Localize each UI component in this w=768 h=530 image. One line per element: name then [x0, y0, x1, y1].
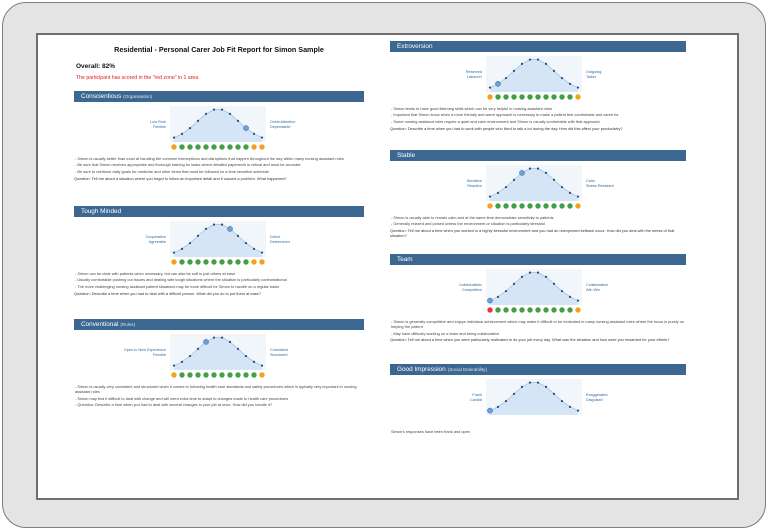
curve-point [577, 409, 579, 411]
band-dot-green [551, 307, 556, 312]
scale-right-text: Determined [270, 240, 290, 244]
scale-right-label [586, 283, 630, 293]
curve-point [545, 386, 547, 388]
band-dot-orange [575, 307, 580, 312]
section-qualifier: (Social Desirability) [447, 367, 487, 372]
section-conscientious [74, 91, 364, 181]
scale-right-text: Talker [586, 75, 597, 79]
section-title: Good Impression [397, 366, 446, 373]
curve-point [505, 400, 507, 402]
band-dot-green [179, 144, 184, 149]
scale-right-text: Stress Resistant [586, 184, 614, 188]
band-dot-orange [251, 259, 256, 264]
curve-point [545, 63, 547, 65]
scale-right-text: Collaborative [586, 283, 609, 287]
curve-point [521, 276, 523, 278]
curve-point [513, 179, 515, 181]
section-title: Conventional [81, 321, 119, 328]
band-dot-green [195, 144, 200, 149]
curve-point [537, 167, 539, 169]
section-stable [390, 150, 686, 239]
curve-point [213, 336, 215, 338]
band-dot-orange [251, 144, 256, 149]
interview-question: Question: Describe a time when you had to work with people who liked to talk a lot during the day. How did this affect your productivity? [390, 125, 623, 131]
bell-curve-chart [390, 267, 686, 317]
scale-left-text: Cooperative [145, 235, 166, 239]
scale-left-text: Sensitive [466, 179, 482, 183]
band-dot-orange [171, 372, 176, 377]
curve-point [253, 133, 255, 135]
curve-point [529, 381, 531, 383]
band-dot-green [543, 94, 548, 99]
band-dot-green [219, 372, 224, 377]
section-tough-minded [74, 206, 364, 296]
curve-point [253, 248, 255, 250]
curve-point [261, 364, 263, 366]
curve-point [221, 108, 223, 110]
interview-question: Question: Describe a time when you had to deal with a difficult person. What did you do to put them at ease? [74, 290, 262, 296]
curve-point [561, 186, 563, 188]
score-marker [519, 170, 524, 175]
section-qualifier: (Organisation) [123, 94, 153, 99]
band-dot-green [187, 372, 192, 377]
band-dot-green [535, 307, 540, 312]
curve-point [181, 248, 183, 250]
bell-curve-svg [74, 332, 364, 382]
bell-curve-svg [390, 54, 686, 104]
report-title: Residential - Personal Carer Job Fit Report for Simon Sample [114, 45, 324, 54]
curve-point [561, 400, 563, 402]
band-dot-green [251, 372, 256, 377]
curve-point [221, 336, 223, 338]
curve-point [513, 393, 515, 395]
curve-point [497, 296, 499, 298]
curve-point [261, 136, 263, 138]
band-dot-green [551, 203, 556, 208]
scale-left-text: Candid [469, 398, 482, 402]
curve-point [497, 406, 499, 408]
feedback-bullet: - Simon may find it difficult to deal with change and will need extra time to adapt to changes made to health care procedures [75, 395, 289, 401]
scale-left-label [122, 348, 166, 358]
band-dot-green [179, 372, 184, 377]
scale-left-text: Low Rule [150, 120, 166, 124]
bell-curve-chart [74, 104, 364, 154]
section-team [390, 254, 686, 343]
curve-point [189, 242, 191, 244]
curve-point [545, 172, 547, 174]
feedback-bullet: - The more challenging nursing assistant patient situations may be more difficult for Simon to handle on a regular basis [75, 284, 280, 290]
scale-right-text: Consistent [270, 348, 288, 352]
curve-point [569, 192, 571, 194]
band-dot-green [187, 144, 192, 149]
band-dot-green [503, 94, 508, 99]
scale-left-text: Reserved [465, 70, 482, 74]
curve-point [505, 290, 507, 292]
band-dot-green [243, 144, 248, 149]
scale-right-text: Structured [270, 353, 288, 357]
band-dot-orange [259, 259, 264, 264]
section-header [390, 150, 686, 161]
curve-point [561, 77, 563, 79]
curve-point [245, 242, 247, 244]
curve-point [553, 283, 555, 285]
section-title: Conscientious [81, 93, 122, 100]
curve-point [569, 406, 571, 408]
band-dot-orange [575, 94, 580, 99]
feedback-bullet: - Some nursing assistant roles require a quiet and calm environment and Simon is usually comfortable with that approach [391, 119, 600, 125]
band-dot-green [503, 203, 508, 208]
band-dot-green [179, 259, 184, 264]
bell-curve-svg [74, 219, 364, 269]
section-header [74, 206, 364, 217]
section-conventional [74, 319, 364, 408]
curve-point [577, 299, 579, 301]
band-dot-green [567, 94, 572, 99]
band-dot-green [235, 259, 240, 264]
feedback-bullet: - Be sure that Simon receives appropriate and thorough training for tasks where detailed paperwork is critical and must be accurate [75, 162, 301, 168]
feedback-bullet: - Simon tends to have good listening skills which can be very helpful in nursing assistant roles [391, 105, 553, 111]
scale-left-text: Open to New Experience [123, 348, 166, 352]
band-dot-green [495, 307, 500, 312]
scale-left-label [438, 70, 482, 80]
score-marker [495, 81, 500, 86]
curve-point [213, 223, 215, 225]
feedback-bullet: Simon's responses have been frank and open [391, 428, 471, 434]
band-dot-green [211, 372, 216, 377]
curve-point [197, 348, 199, 350]
band-dot-green [187, 259, 192, 264]
section-title: Team [397, 256, 413, 263]
curve-point [537, 58, 539, 60]
scale-left-text: Frank [472, 393, 482, 397]
curve-point [553, 179, 555, 181]
bell-curve-chart [390, 54, 686, 104]
scale-left-text: Flexible [152, 125, 166, 129]
feedback-bullet: - May have difficulty working on a team and being collaborative [391, 330, 500, 336]
band-dot-green [559, 94, 564, 99]
scale-right-text: Win Win [586, 288, 601, 292]
curve-point [213, 108, 215, 110]
scale-left-text: Labourer [466, 75, 482, 79]
interview-question: Question: Tell me about a situation where you forgot to follow an important detail and it caused a problem. What happened? [74, 175, 287, 181]
section-extroversion [390, 41, 686, 131]
band-dot-orange [259, 372, 264, 377]
feedback-bullet: - Simon is usually able to remain calm and at the same time demonstrate sensitivity to patients [391, 214, 554, 220]
band-dot-green [235, 144, 240, 149]
band-dot-green [527, 307, 532, 312]
feedback-bullet: - Simon is usually very consistent and structured when it comes to following health care standards and safety procedures which is typically very important in nursing assistant roles [75, 383, 357, 394]
interview-question: Question: Tell me about a time when you were particularly motivated to do your job every day. What was the situation and how were you rewarded for your efforts? [390, 337, 670, 343]
scale-right-label [270, 120, 314, 130]
feedback-bullet: - Important that Simon know when a more friendly and warm approach is necessary to make a patient feel comfortable and cared for [391, 112, 619, 118]
curve-point [205, 228, 207, 230]
band-dot-green [519, 94, 524, 99]
band-dot-green [227, 372, 232, 377]
curve-point [205, 113, 207, 115]
band-dot-green [235, 372, 240, 377]
band-dot-green [543, 203, 548, 208]
scale-left-label [122, 120, 166, 130]
curve-point [537, 271, 539, 273]
band-dot-green [511, 94, 516, 99]
scale-right-text: Calm [586, 179, 595, 183]
band-dot-green [527, 203, 532, 208]
section-header [74, 91, 364, 102]
band-dot-green [511, 307, 516, 312]
score-marker [243, 125, 248, 130]
overall-score: Overall: 82% [76, 63, 116, 70]
curve-point [489, 195, 491, 197]
curve-point [505, 186, 507, 188]
section-header [390, 41, 686, 52]
section-header [74, 319, 364, 330]
curve-point [229, 341, 231, 343]
band-dot-green [203, 259, 208, 264]
band-dot-green [559, 307, 564, 312]
band-dot-green [551, 94, 556, 99]
band-dot-green [203, 372, 208, 377]
band-dot-orange [487, 94, 492, 99]
curve-point [173, 251, 175, 253]
score-marker [487, 298, 492, 303]
curve-point [521, 63, 523, 65]
feedback-bullet: - Simon is generally competitive and enjoys individual achievement which may make it difficult to be motivated in many nursing assistant roles where the focus is purely on helping the patient [391, 318, 685, 329]
band-dot-green [211, 144, 216, 149]
bell-curve-svg [74, 104, 364, 154]
score-marker [203, 339, 208, 344]
scale-right-text: Direct [270, 235, 280, 239]
curve-point [245, 355, 247, 357]
section-title: Tough Minded [81, 208, 122, 215]
bell-curve-svg [390, 377, 686, 427]
band-dot-green [203, 144, 208, 149]
band-dot-green [495, 203, 500, 208]
curve-point [569, 296, 571, 298]
curve-point [497, 192, 499, 194]
curve-point [253, 361, 255, 363]
scale-left-label [122, 235, 166, 245]
curve-point [181, 133, 183, 135]
band-dot-green [519, 203, 524, 208]
band-dot-green [195, 259, 200, 264]
band-dot-green [543, 307, 548, 312]
band-dot-green [519, 307, 524, 312]
band-dot-orange [575, 203, 580, 208]
curve-point [173, 364, 175, 366]
document-screen [36, 33, 739, 500]
score-marker [227, 226, 232, 231]
band-dot-orange [171, 144, 176, 149]
band-dot-green [567, 203, 572, 208]
curve-point [577, 86, 579, 88]
band-dot-green [211, 259, 216, 264]
curve-point [221, 223, 223, 225]
curve-point [197, 120, 199, 122]
curve-point [537, 381, 539, 383]
scale-left-text: Competitive [461, 288, 482, 292]
scale-right-label [586, 70, 630, 80]
bell-curve-chart [74, 332, 364, 382]
curve-point [569, 83, 571, 85]
feedback-bullet: - Usually comfortable pushing our issues and dealing with tough situations where the situation is particularly confrontational [75, 277, 287, 283]
band-dot-green [559, 203, 564, 208]
scale-left-text: Agreeable [148, 240, 166, 244]
scale-right-label [586, 179, 630, 189]
bell-curve-chart [74, 219, 364, 269]
scale-right-text: Dependable [270, 125, 291, 129]
band-dot-green [567, 307, 572, 312]
band-dot-green [511, 203, 516, 208]
scale-right-label [270, 348, 314, 358]
bell-curve-chart [390, 377, 686, 427]
scale-right-text: Outgoing [586, 70, 602, 74]
curve-point [521, 386, 523, 388]
curve-point [513, 70, 515, 72]
curve-point [553, 393, 555, 395]
scale-right-label [586, 393, 630, 403]
band-dot-green [503, 307, 508, 312]
curve-point [577, 195, 579, 197]
curve-point [181, 361, 183, 363]
scale-left-text: Individualistic [459, 283, 482, 287]
band-dot-orange [487, 203, 492, 208]
curve-point [561, 290, 563, 292]
section-title: Extroversion [397, 43, 433, 50]
bell-curve-svg [390, 267, 686, 317]
scale-left-text: Flexible [152, 353, 166, 357]
scale-left-label [438, 179, 482, 189]
feedback-bullet: - Simon is usually better than most at handling the common interruptions and disruptions that happen throughout the day within many nursing assistant roles [75, 155, 344, 161]
feedback-bullet: - Simon can be clear with patients when necessary, but can also be soft in just others at ease [75, 270, 236, 276]
curve-point [505, 77, 507, 79]
section-good-impression [390, 364, 686, 434]
score-marker [487, 408, 492, 413]
band-dot-red [487, 307, 492, 312]
band-dot-orange [171, 259, 176, 264]
band-dot-green [195, 372, 200, 377]
curve-point [237, 235, 239, 237]
feedback-bullet: - Be sure to reinforce daily goals for medicine and other items that must be followed on a time sensitive schedule [75, 169, 269, 175]
curve-point [237, 120, 239, 122]
section-header [390, 254, 686, 265]
band-dot-green [227, 144, 232, 149]
curve-point [229, 113, 231, 115]
scale-right-text: Great Attention [270, 120, 296, 124]
curve-point [197, 235, 199, 237]
band-dot-green [527, 94, 532, 99]
curve-point [489, 86, 491, 88]
feedback-bullet: - Question: Describe a time when you had to deal with several changes in your job at once. How did you handle it? [75, 402, 273, 408]
curve-point [513, 283, 515, 285]
curve-point [553, 70, 555, 72]
curve-point [189, 355, 191, 357]
feedback-bullet: - Generally relaxed and poised unless the environment or situation is particularly stressful [391, 221, 545, 227]
section-header [390, 364, 686, 375]
scale-left-label [438, 283, 482, 293]
curve-point [237, 348, 239, 350]
band-dot-green [535, 203, 540, 208]
band-dot-green [495, 94, 500, 99]
scale-left-label [438, 393, 482, 403]
scale-left-text: Reactive [467, 184, 482, 188]
device-frame [2, 2, 766, 528]
band-dot-green [535, 94, 540, 99]
curve-point [189, 127, 191, 129]
band-dot-green [219, 144, 224, 149]
curve-point [529, 167, 531, 169]
bell-curve-svg [390, 163, 686, 213]
interview-question: Question: Tell me about a time when you worked in a highly stressful environment and you had an unexpected setback occur. How did you deal with the stress of that situation? [390, 228, 675, 239]
band-dot-green [243, 372, 248, 377]
scale-right-text: Exaggerated [586, 393, 608, 397]
bell-curve-chart [390, 163, 686, 213]
band-dot-orange [259, 144, 264, 149]
band-dot-green [227, 259, 232, 264]
band-dot-green [243, 259, 248, 264]
section-title: Stable [397, 152, 416, 159]
scale-right-text: Disguised [586, 398, 603, 402]
scale-right-label [270, 235, 314, 245]
curve-point [529, 271, 531, 273]
curve-point [173, 136, 175, 138]
curve-point [261, 251, 263, 253]
red-zone-note: The participant has scored in the "red zone" in 1 area [76, 75, 199, 81]
curve-point [545, 276, 547, 278]
curve-point [529, 58, 531, 60]
section-qualifier: (Rules) [120, 322, 136, 327]
band-dot-green [219, 259, 224, 264]
